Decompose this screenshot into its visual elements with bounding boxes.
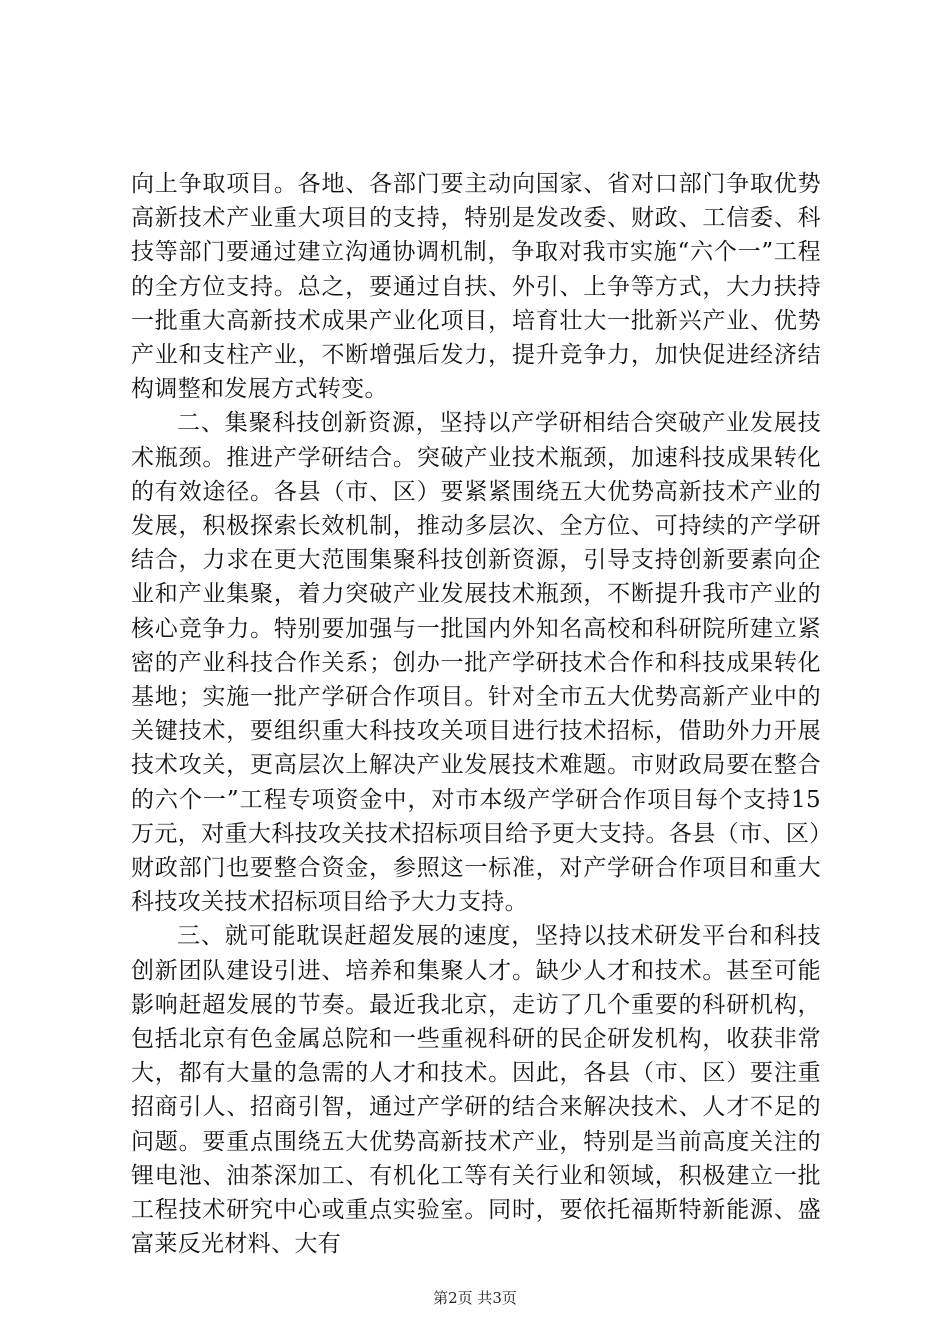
paragraph-section-three: 三、就可能耽误赶超发展的速度，坚持以技术研发平台和科技创新团队建设引进、培养和集聚人才。缺少人才和技术。甚至可能影响赶超发展的节奏。最近我北京，走访了几个重要的科研机构，包括北京有色金属总院和一些重视科研的民企研发机构，收获非常大，都有大量的急需的人才和技术。因此，各县（市、区）要注重招商引人、招商引智，通过产学研的结合来解决技术、人才不足的问题。要重点围绕五大优势高新技术产业，特别是当前高度关注的锂电池、油茶深加工、有机化工等有关行业和领域，积极建立一批工程技术研究中心或重点实验室。同时，要依托福斯特新能源、盛富莱反光材料、大有 bbox=[131, 923, 821, 1258]
document-body bbox=[131, 167, 821, 1262]
paragraph-section-two: 二、集聚科技创新资源，坚持以产学研相结合突破产业发展技术瓶颈。推进产学研结合。突破产业技术瓶颈，加速科技成果转化的有效途径。各县（市、区）要紧紧围绕五大优势高新技术产业的发展，积极探索长效机制，推动多层次、全方位、可持续的产学研结合，力求在更大范围集聚科技创新资源，引导支持创新要素向企业和产业集聚，着力突破产业发展技术瓶颈，不断提升我市产业的核心竞争力。特别要加强与一批国内外知名高校和科研院所建立紧密的产业科技合作关系；创办一批产学研技术合作和科技成果转化基地；实施一批产学研合作项目。针对全市五大优势高新产业中的关键技术，要组织重大科技攻关项目进行技术招标，借助外力开展技术攻关，更高层次上解决产业发展技术难题。市财政局要在整合的六个一”工程专项资金中，对市本级产学研合作项目每个支持15万元，对重大科技攻关技术招标项目给予更大支持。各县（市、区）财政部门也要整合资金，参照这一标准，对产学研合作项目和重大科技攻关技术招标项目给予大力支持。 bbox=[131, 410, 821, 916]
paragraph-continued: 向上争取项目。各地、各部门要主动向国家、省对口部门争取优势高新技术产业重大项目的支持，特别是发改委、财政、工信委、科技等部门要通过建立沟通协调机制，争取对我市实施“六个一”工程的全方位支持。总之，要通过自扶、外引、上争等方式，大力扶持一批重大高新技术成果产业化项目，培育壮大一批新兴产业、优势产业和支柱产业，不断增强后发力，提升竞争力，加快促进经济结构调整和发展方式转变。 bbox=[131, 171, 821, 403]
page-footer: 第2页 共3页 bbox=[433, 1289, 517, 1307]
